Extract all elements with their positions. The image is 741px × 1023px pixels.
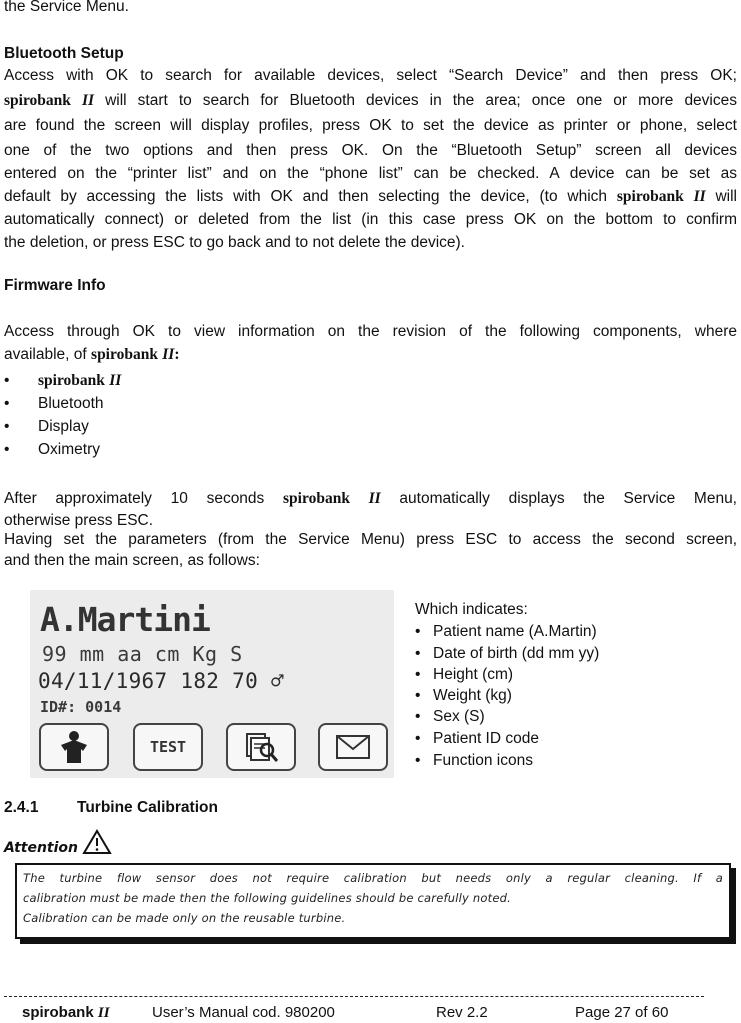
footer-page: Page 27 of 60 <box>575 1004 669 1021</box>
bullet-dot: • <box>415 687 421 704</box>
bullet-dot: • <box>415 666 421 683</box>
indicates-item <box>415 751 533 771</box>
after-line-1-suffix: automatically displays the Service Menu, <box>380 490 737 507</box>
bullet-dot: • <box>415 708 421 725</box>
after-line-1-prefix: After approximately 10 seconds <box>4 490 284 507</box>
lcd-test-button[interactable] <box>133 723 203 771</box>
lcd-archive-button[interactable] <box>226 723 296 771</box>
bluetooth-line-6-end: will <box>705 188 737 205</box>
firmware-item-label: Display <box>38 418 89 435</box>
lcd-test-label: TEST <box>149 738 187 756</box>
warning-line-1: The turbine flow sensor does not require calibration but needs only a regular cleaning. If a <box>23 871 723 885</box>
brand-suffix: II <box>368 490 381 507</box>
brand-name: spirobank <box>38 372 105 389</box>
bluetooth-line-5: entered on the “printer list” and on the “phone list” can be checked. A device can be set as <box>4 165 737 182</box>
indicates-item-label: Patient name (A.Martin) <box>433 623 597 640</box>
bullet-dot: • <box>415 752 421 769</box>
attention-label: Attention <box>4 840 78 856</box>
indicates-item-label: Height (cm) <box>433 666 514 683</box>
bluetooth-line-2 <box>4 91 737 111</box>
bullet-dot: • <box>415 730 421 747</box>
after-line-3: Having set the parameters (from the Service Menu) press ESC to access the second screen, <box>4 531 737 548</box>
bullet-dot: • <box>4 441 10 458</box>
indicates-item <box>415 707 485 727</box>
bluetooth-line-8: the deletion, or press ESC to go back and to not delete the device). <box>4 234 465 251</box>
footer-rev: Rev 2.2 <box>436 1004 488 1021</box>
firmware-line-1: Access through OK to view information on the revision of the following components, where <box>4 323 737 340</box>
footer-manual: User’s Manual cod. 980200 <box>152 1004 335 1021</box>
brand-name: spirobank <box>4 92 71 109</box>
lcd-id-row: ID#: 0014 <box>40 698 122 716</box>
brand-suffix: II <box>109 372 122 389</box>
bluetooth-line-6 <box>4 187 737 207</box>
after-line-2: otherwise press ESC. <box>4 512 154 529</box>
bluetooth-line-7: automatically connect) or deleted from the list (in this case press OK on the bottom to confirm <box>4 211 737 228</box>
indicates-item <box>415 686 512 706</box>
indicates-item <box>415 729 539 749</box>
lcd-person-button[interactable] <box>39 723 109 771</box>
indicates-item-label: Patient ID code <box>433 730 539 747</box>
lcd-mail-button[interactable] <box>318 723 388 771</box>
bluetooth-line-2-rest: will start to search for Bluetooth devices in the area; once one or more devices <box>94 92 737 109</box>
bullet-dot: • <box>415 623 421 640</box>
brand-name: spirobank <box>91 346 158 363</box>
indicates-item <box>415 665 513 685</box>
firmware-item-label: Oximetry <box>38 441 100 458</box>
bluetooth-line-4: one of the two options and then press OK. On the “Bluetooth Setup” screen all devices <box>4 142 737 159</box>
brand-name: spirobank <box>616 188 684 205</box>
bullet-dot: • <box>415 645 421 662</box>
indicates-item-label: Function icons <box>433 752 533 769</box>
firmware-item-brand <box>4 371 121 391</box>
bullet-dot: • <box>4 372 10 389</box>
lcd-patient-name: A.Martini <box>40 600 210 639</box>
bluetooth-line-1: Access with OK to search for available devices, select “Search Device” and then press OK; <box>4 67 737 84</box>
warning-line-3: Calibration can be made only on the reusable turbine. <box>23 911 346 925</box>
bluetooth-heading: Bluetooth Setup <box>4 45 124 62</box>
warning-icon <box>82 829 112 855</box>
firmware-heading: Firmware Info <box>4 277 106 294</box>
firmware-colon: : <box>174 346 180 363</box>
mail-icon <box>335 734 371 760</box>
brand-suffix: II <box>693 188 706 205</box>
intro-line: the Service Menu. <box>4 0 129 15</box>
firmware-line-2-prefix: available, of <box>4 346 92 363</box>
after-line-1 <box>4 489 737 509</box>
bullet-dot: • <box>4 418 10 435</box>
warning-line-2: calibration must be made then the following guidelines should be carefully noted. <box>23 891 511 905</box>
lcd-labels-row: 99 mm aa cm Kg S <box>42 642 243 666</box>
indicates-title: Which indicates: <box>415 601 528 618</box>
brand-suffix: II <box>97 1005 110 1021</box>
firmware-item-display <box>4 417 89 437</box>
warning-box <box>15 863 731 939</box>
section-number: 2.4.1 <box>4 799 39 816</box>
lcd-values-row: 04/11/1967 182 70 ♂ <box>38 669 284 693</box>
indicates-item <box>415 622 597 642</box>
brand-name: spirobank <box>283 490 350 507</box>
firmware-item-label: Bluetooth <box>38 395 104 412</box>
firmware-line-2 <box>4 345 737 365</box>
brand-name: spirobank <box>22 1004 94 1021</box>
archive-icon <box>241 730 281 764</box>
person-icon <box>57 729 91 765</box>
bluetooth-line-3: are found the screen will display profiles, press OK to set the device as printer or phone, select <box>4 117 737 134</box>
footer-brand <box>22 1004 110 1022</box>
firmware-item-oximetry <box>4 440 100 460</box>
indicates-item <box>415 644 599 664</box>
bullet-dot: • <box>4 395 10 412</box>
footer-rule <box>4 996 704 997</box>
bluetooth-line-6-start: default by accessing the lists with OK and then selecting the device, (to which <box>4 188 617 205</box>
firmware-item-bluetooth <box>4 394 104 414</box>
brand-suffix: II <box>162 346 175 363</box>
indicates-item-label: Date of birth (dd mm yy) <box>433 645 600 662</box>
brand-suffix: II <box>81 92 95 109</box>
section-heading: Turbine Calibration <box>77 799 218 816</box>
indicates-item-label: Weight (kg) <box>433 687 512 704</box>
indicates-item-label: Sex (S) <box>433 708 485 725</box>
after-line-4: and then the main screen, as follows: <box>4 552 260 569</box>
